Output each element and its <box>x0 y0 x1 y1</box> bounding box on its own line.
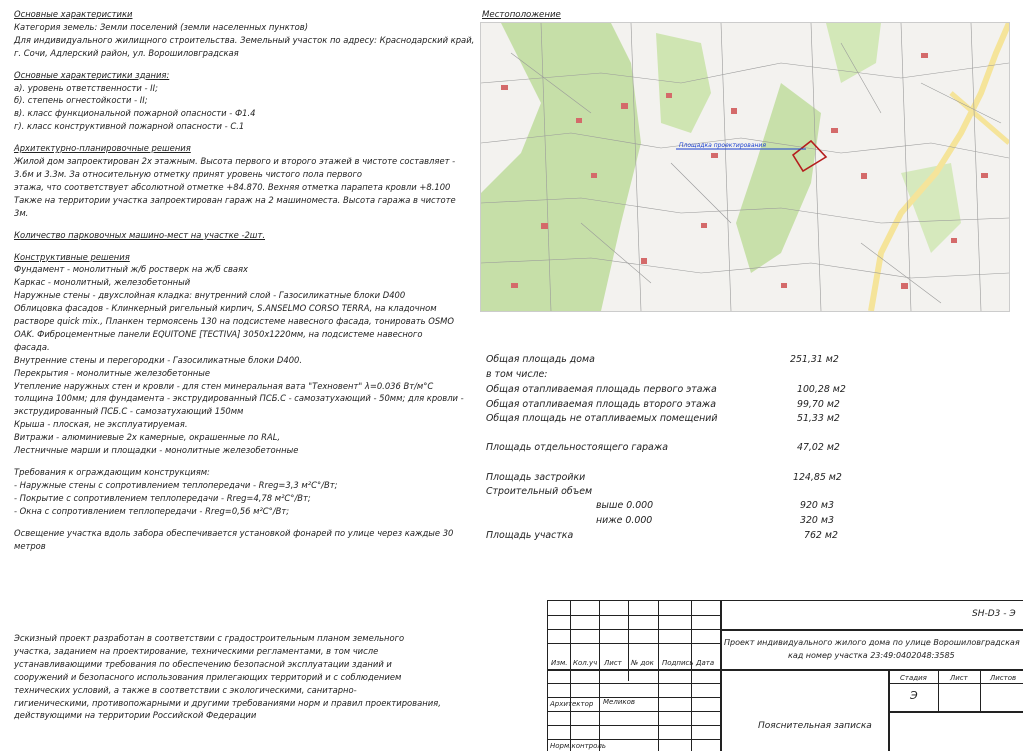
stamp-project-line1: Проект индивидуального жилого дома по улице Ворошиловградская <box>724 638 1020 647</box>
stamp-col-izm: Изм. <box>551 659 568 667</box>
text-line: Лестничные марши и площадки - монолитные железобетонные <box>14 445 299 456</box>
area-total-value: 251,31 м2 <box>790 354 839 365</box>
area-above-value: 920 м3 <box>800 500 834 511</box>
area-heated1-value: 100,28 м2 <box>797 384 846 395</box>
text-line: Жилой дом запроектирован 2х этажным. Высота первого и второго этажей в чистоте составляет - <box>14 156 456 167</box>
stamp-stage-label: Стадия <box>900 674 927 682</box>
text-line: а). уровень ответственности - II; <box>14 82 158 93</box>
text-line: фасада. <box>14 341 50 352</box>
text-line: Категория земель: Земли поселений (земли населенных пунктов) <box>14 21 309 32</box>
stamp-architect-label: Архитектор <box>550 700 594 708</box>
text-line: Витражи - алюминиевые 2х камерные, окрашенные по RAL, <box>14 432 281 443</box>
area-unheated-label: Общая площадь не отапливаемых помещений <box>486 413 718 424</box>
area-built-label: Площадь застройки <box>486 472 586 483</box>
area-below-value: 320 м3 <box>800 515 834 526</box>
text-line: - Покрытие с сопротивлением теплопередачи - Rreg=4,78 м²С°/Вт; <box>14 492 311 503</box>
map-title: Местоположение <box>482 10 561 20</box>
text-line: метров <box>14 540 46 551</box>
section-title-main: Основные характеристики <box>14 9 133 19</box>
stamp-col-sign: Подпись <box>662 659 694 667</box>
area-heated2-value: 99,70 м2 <box>797 399 840 410</box>
text-line: г. Сочи, Адлерский район, ул. Ворошиловградская <box>14 47 239 58</box>
compliance-note <box>14 632 444 722</box>
text-line: участка, заданием на проектирование, техническими регламентами, в том числе <box>14 645 379 656</box>
text-line: Облицовка фасадов - Клинкерный ригельный кирпич, S.ANSELMO CORSO TERRA, на кладочном <box>14 303 437 314</box>
text-line: Каркас - монолитный, железобетонный <box>14 277 191 288</box>
stamp-col-koluch: Кол.уч <box>573 659 598 667</box>
location-map <box>480 22 1010 312</box>
text-line: растворе quick mix., Планкен термоясень 130 на подсистеме навесного фасада, тонировать OSMO <box>14 316 455 327</box>
text-line: этажа, что соответствует абсолютной отметке +84.870. Вехняя отметка парапета кровли +8.100 <box>14 181 451 192</box>
stamp-doc-name: Пояснительная записка <box>758 721 872 731</box>
area-total-label: Общая площадь дома <box>486 354 595 365</box>
text-line: - Наружные стены с сопротивлением теплопередачи - Rreg=3,3 м²С°/Вт; <box>14 479 338 490</box>
left-column <box>14 8 475 552</box>
area-built-value: 124,85 м2 <box>793 472 842 483</box>
section-title-structure: Конструктивные решения <box>14 251 130 262</box>
text-line: толщина 100мм; для фундамента - экструдированный ПСБ.С - самозатухающий - 50мм; для кровли - <box>14 393 464 404</box>
area-volume-label: Строительный объем <box>486 486 593 497</box>
text-line: Также на территории участка запроектирован гараж на 2 машиноместа. Высота гаража в чистоте <box>14 194 456 205</box>
stamp-col-list: Лист <box>604 659 622 667</box>
area-garage-value: 47,02 м2 <box>797 442 840 453</box>
text-line: 3.6м и 3.3м. За относительную отметку принят уровень чистого пола первого <box>14 168 362 179</box>
stamp-stage-value: Э <box>910 689 918 702</box>
text-line: - Окна с сопротивлением теплопередачи - Rreg=0,56 м²С°/Вт; <box>14 505 290 516</box>
title-block <box>547 600 1023 751</box>
stamp-code: SH-D3 - Э <box>972 609 1016 619</box>
text-line: устанавливающими требования по обеспечению безопасной эксплуатации зданий и <box>14 658 392 669</box>
area-below-label: ниже 0.000 <box>596 515 653 526</box>
area-heated2-label: Общая отапливаемая площадь второго этажа <box>486 399 716 410</box>
section-title-envelope: Требования к ограждающим конструкциям: <box>14 467 210 477</box>
area-garage-label: Площадь отдельностоящего гаража <box>486 442 668 453</box>
area-unheated-value: 51,33 м2 <box>797 413 840 424</box>
text-line: г). класс конструктивной пожарной опасности - С.1 <box>14 121 245 132</box>
section-title-parking: Количество парковочных машино-мест на участке -2шт. <box>14 229 266 240</box>
stamp-norm-label: Норм.контроль <box>550 742 606 750</box>
text-line: гигиеническими, противопожарными и другими требованиями норм и правил проектирования, <box>14 697 441 708</box>
text-line: технических условий, а также в соответствии с экологическими, санитарно- <box>14 684 357 695</box>
section-title-building: Основные характеристики здания: <box>14 69 170 80</box>
stamp-col-doc: № док <box>631 659 654 667</box>
area-above-label: выше 0.000 <box>596 500 654 511</box>
text-line: Наружные стены - двухслойная кладка: внутренний слой - Газосиликатные блоки D400 <box>14 290 406 301</box>
text-line: Эскизный проект разработан в соответствии с градостроительным планом земельного <box>14 633 405 643</box>
text-line: Крыша - плоская, не эксплуатируемая. <box>14 419 188 430</box>
stamp-col-date: Дата <box>696 659 715 667</box>
text-line: Утепление наружных стен и кровли - для стен минеральная вата "Техновент" λ=0.036 Вт/м°С <box>14 380 434 391</box>
text-line: сооружений и безопасного использования прилегающих территорий и с соблюдением <box>14 671 402 682</box>
text-line: 3м. <box>14 207 29 218</box>
area-plot-label: Площадь участка <box>486 530 574 541</box>
text-line: Освещение участка вдоль забора обеспечивается установкой фонарей по улице через каждые 30 <box>14 527 454 538</box>
cadastral-map-graphic <box>481 23 1009 311</box>
stamp-project-line2: кад номер участка 23:49:0402048:3585 <box>788 651 955 660</box>
text-line: б). степень огнестойкости - II; <box>14 95 148 106</box>
text-line: Внутренние стены и перегородки - Газосиликатные блоки D400. <box>14 354 303 365</box>
section-title-architecture: Архитектурно-планировочные решения <box>14 143 191 154</box>
text-line: в). класс функциональной пожарной опасности - Ф1.4 <box>14 108 256 119</box>
map-label: Площадка проектирования <box>679 142 766 149</box>
area-incl-label: в том числе: <box>486 369 548 380</box>
text-line: действующими на территории Российской Федерации <box>14 710 257 721</box>
text-line: Перекрытия - монолитные железобетонные <box>14 367 211 378</box>
area-plot-value: 762 м2 <box>804 530 838 541</box>
text-line: Фундамент - монолитный ж/б ростверк на ж/б сваях <box>14 264 249 275</box>
text-line: экструдированный ПСБ.С - самозатухающий 150мм <box>14 406 244 417</box>
text-line: OAK. Фиброцементные панели EQUITONE [TECTIVA] 3050х1220мм, на подсистеме навесного <box>14 328 423 339</box>
stamp-sheets-label: Листов <box>990 674 1017 682</box>
text-line: Для индивидуального жилищного строительства. Земельный участок по адресу: Краснодарский край, <box>14 34 475 45</box>
area-heated1-label: Общая отапливаемая площадь первого этажа <box>486 384 717 395</box>
stamp-architect-name: Меликов <box>603 698 636 706</box>
stamp-sheet-label: Лист <box>950 674 968 682</box>
